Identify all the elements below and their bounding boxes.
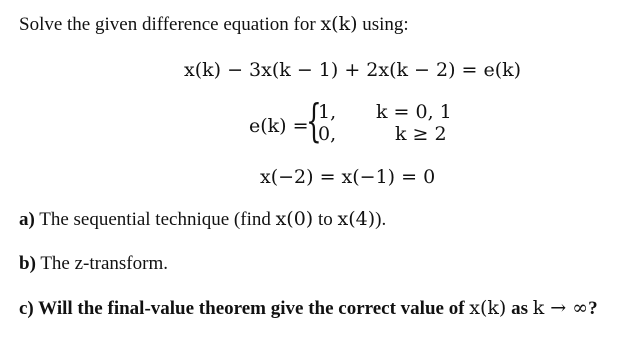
question-c-math-x: x(k): [469, 297, 507, 319]
question-c: [19, 296, 598, 320]
initial-conditions: x(−2) = x(−1) = 0: [260, 166, 436, 188]
question-c-end: ?: [588, 298, 598, 319]
question-a-mid: to: [313, 209, 338, 230]
question-a-math-end: x(4): [337, 208, 376, 230]
piecewise-lhs: e(k) =: [249, 115, 309, 137]
question-a-text: The sequential technique (find: [34, 209, 276, 230]
intro-variable: x(k): [320, 13, 358, 35]
question-b-label: b): [19, 253, 36, 274]
case1-condition: k = 0, 1: [376, 101, 452, 123]
intro-tail: using:: [357, 14, 409, 35]
case2-condition: k ≥ 2: [395, 123, 447, 145]
case1-value: 1,: [318, 101, 337, 123]
question-a-math-start: x(0): [275, 208, 314, 230]
problem-intro: [19, 12, 409, 36]
case2-value: 0,: [318, 123, 337, 145]
question-c-math-k: k: [532, 297, 545, 319]
piecewise-input-definition: [249, 94, 469, 147]
question-b: [19, 253, 168, 275]
intro-text: Solve the given difference equation for: [19, 14, 321, 35]
question-b-text: The z-transform.: [35, 253, 168, 274]
piecewise-brace: {: [306, 94, 322, 147]
question-a-end: ).: [375, 209, 387, 230]
question-a-label: a): [19, 209, 35, 230]
question-a: [19, 207, 386, 231]
question-c-arrow: → ∞: [544, 297, 589, 319]
question-c-mid: as: [506, 298, 533, 319]
difference-equation: x(k) − 3x(k − 1) + 2x(k − 2) = e(k): [184, 59, 522, 81]
question-c-label: c): [19, 298, 34, 319]
question-c-text: Will the final-value theorem give the correct value of: [33, 298, 470, 319]
